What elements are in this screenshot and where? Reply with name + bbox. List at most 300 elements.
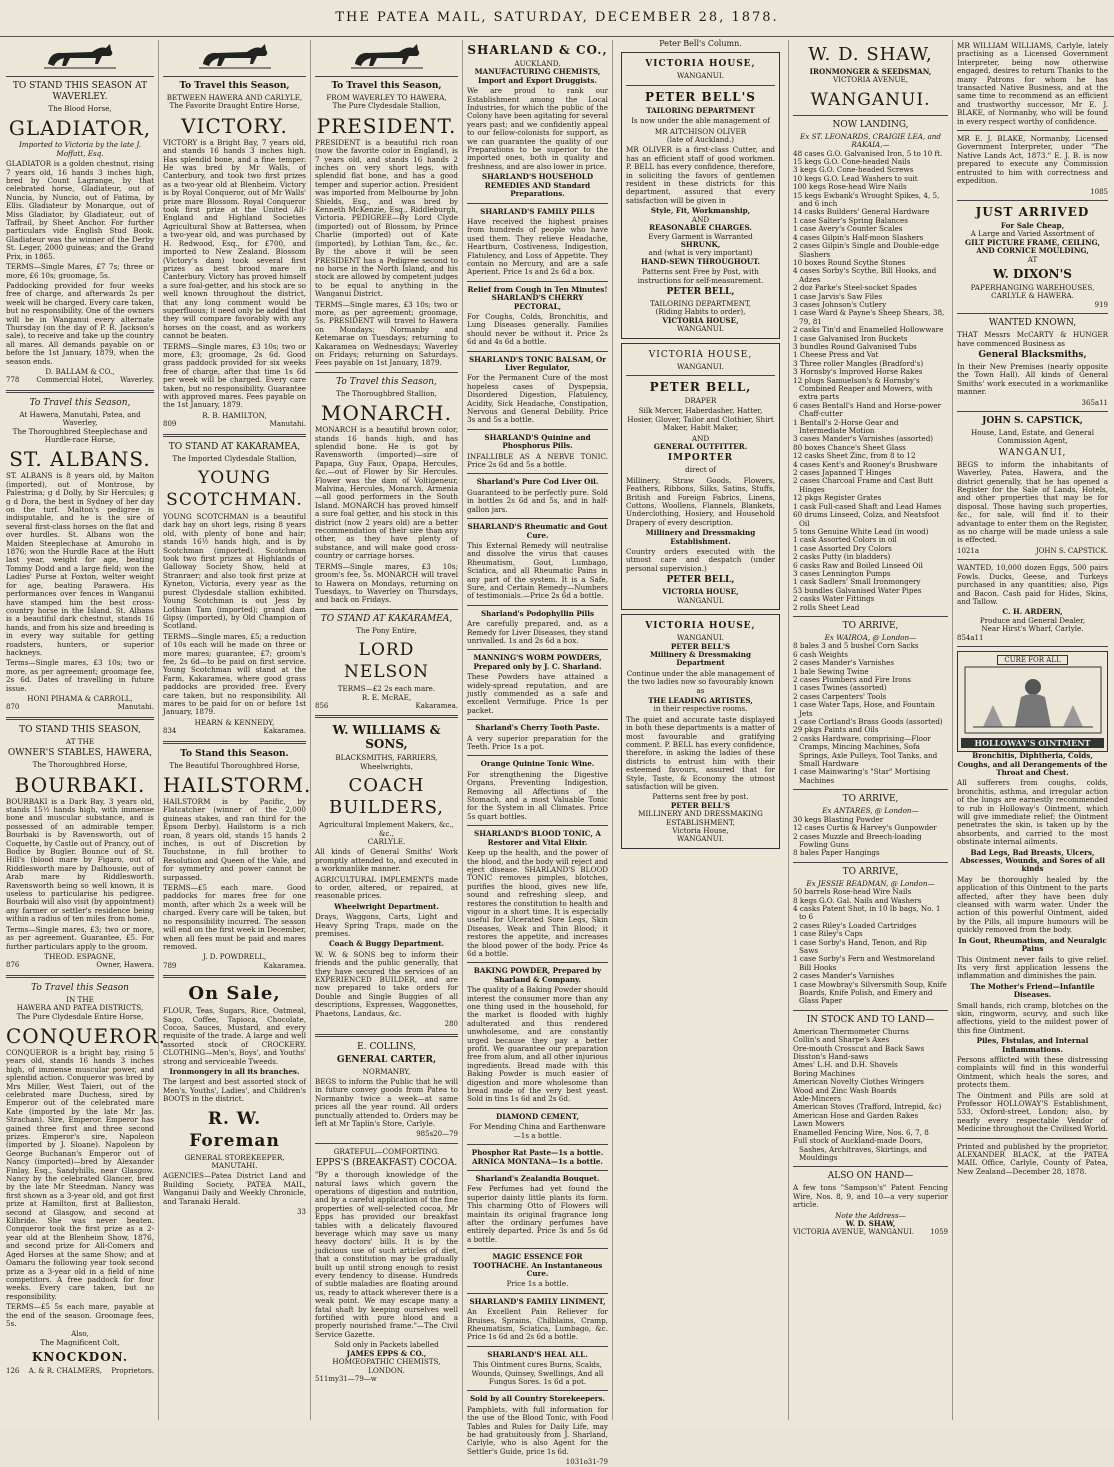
ad-place: Owner, Hawera.	[96, 961, 154, 970]
stock-item: 1 case Salter's Spring Balances	[793, 215, 908, 225]
ad-subheading: For Sale Cheap,	[1000, 220, 1065, 230]
product-description: Are carefully prepared, and, as a Remedy for Liver Diseases, they stand unrivalled. 1s and 2s 6d a box.	[467, 619, 608, 645]
column-6	[788, 40, 952, 1420]
ad-body: "By a thorough knowledge of the natural laws which govern the operations of digestion and nutrition, and by a careful application of the fine properties of well-selected cocoa, Mr Epps has provided our breakfast tables with a delicately flavoured beverage which may save us many heavy doctors' bills. It is by the judicious use of such articles of diet, that a constitution may be gradually built up until strong enough to resist every tendency to disease. Hundreds of subtle maladies are floating around us, ready to attack wherever there is a weak point. We may escape many a fatal shaft by keeping ourselves well fortified with pure blood and a properly nourished frame."—The Civil Service Gazette.	[315, 1170, 458, 1339]
ad-place: Proprietors.	[111, 1367, 154, 1376]
stock-item: 29 pkgs Paints and Oils	[793, 725, 879, 735]
ad-subheading: Produce and General Dealer,	[979, 615, 1086, 625]
ad-footer	[315, 1020, 458, 1028]
stock-item: 5 tons Genuine White Lead (in wood)	[793, 526, 929, 536]
ad-heading: To Travel this Season,	[29, 397, 131, 408]
ad-body: MONARCH is a beautiful brown color, stands 16 hands high, and has splendid bone. He is got by Ravensworth (imported)—sire of Papapa, Guy Faux, Opapa, Hercules, &c.—out of Flower by Sir Hercules. Flower was the dam of Voltigeneur, Malvina, Hercules, Monarch, Armenia—all good performers in the South Island. MONARCH has proved himself a sure foal getter, and his stock in this district (now 2 years old) are a better recommendation of their sire than any other, as they have plenty of substance, and will make good cross-country or carriage horses.	[315, 425, 458, 561]
ad-body: Small hands, rich cramp, blotches on the skin, ringworm, scurvy, and such like affections, yield to the mildest power of this fine Ointment.	[957, 1000, 1108, 1035]
section-heading: NOW LANDING,	[832, 119, 909, 130]
ad-footer	[163, 1208, 306, 1216]
ad-footer	[467, 1458, 608, 1466]
ad-place: WANGANUI,	[998, 447, 1067, 458]
ad-subheading: in their respective rooms.	[653, 704, 748, 714]
ad-number: 854a11	[957, 633, 984, 642]
ad-body: This Ointment never fails to give relief. Its very first application lessens the inflammation and diminishes the pain.	[957, 954, 1108, 981]
ad-signature: W. D. SHAW,	[845, 1218, 896, 1228]
ad-footer	[957, 634, 1108, 642]
ad-body: YOUNG SCOTCHMAN is a beautiful dark bay on short legs, rising 8 years old, with plenty of bone and hair; stands 16½ hands high, and is by Scotchman (imported). Scotchman took two first prizes at Highlands of Galloway Society Show, held at Stranraer; and also took first prize at Kyneton, Victoria, every year as the purest Clydesdale stallion exhibited. Young Scotchman is out Jess by Lothian Tam (imported); grand dam Gipsy (imported), by Old Champion of Scotland.	[163, 512, 306, 631]
ad-footer	[315, 702, 458, 710]
product-name: SHARLAND'S Quinine and Phosphorus Pills.	[484, 432, 591, 451]
ad-body: The largest and best assorted stock of Men's, Youths', Ladies', and Children's BOOTS in the district.	[163, 1077, 306, 1104]
product-name: SHARLAND'S FAMILY PILLS	[480, 206, 595, 216]
ship-name: Ex JESSIE READMAN, @ London—	[806, 878, 935, 888]
ad-signature: HEARN & KENNEDY,	[194, 717, 275, 727]
horse-illustration	[195, 42, 275, 72]
section-heading: IN STOCK AND TO LAND—	[806, 1014, 935, 1025]
ad-place: WANGANUI.	[677, 595, 724, 605]
ad-heading: TO STAND THIS SEASON,	[19, 724, 141, 735]
ad-subheading: HAND-SEWN THROUGHOUT.	[640, 256, 761, 266]
ad-subheading: DRAPER	[684, 395, 717, 405]
product-name: MANNING'S WORM POWDERS, Prepared only by J. C. Sharland.	[473, 653, 602, 671]
business-name: VICTORIA HOUSE,	[648, 349, 753, 360]
stock-item: 2 cases Plumbers and Fire Irons	[793, 675, 911, 684]
ad-heading: GRATEFUL—COMFORTING.	[333, 1146, 440, 1156]
ad-subheading: General Blacksmiths,	[978, 349, 1087, 360]
ad-place: WANGANUI.	[677, 361, 724, 371]
ad-body: MR OLIVER is a first-class Cutter, and has an efficient staff of good workmen. P. BELL has every confidence, therefore, in soliciting the favors of gentlemen resident in these districts for this department, assured that every satisfaction will be given in	[626, 145, 775, 205]
ad-body: W. W. & SONS beg to inform their friends and the public generally, that they have secured the services of an EXPERIENCED BUILDER, and are now prepared to take orders for Double and Single Buggies of all descriptions, Expresses, Waggonettes, Phaetons, Landaus, &c.	[315, 949, 458, 1018]
section-heading: ALSO ON HAND—	[827, 1171, 914, 1182]
ad-signature: J. D. POWDRELL,	[202, 952, 267, 962]
ad-title: JUST ARRIVED	[975, 204, 1090, 219]
ad-footer	[957, 188, 1108, 196]
ad-heading: To Travel this Season,	[336, 376, 437, 387]
product-description: For strengthening the Digestive Organs, Preventing Indigestion, Removing all Affections of the Stomach, and a most Valuable Tonic for the System in all Climates. Price 5s quart bottles.	[467, 769, 608, 821]
ad-signature: R. E. McRAE,	[361, 692, 412, 702]
stock-item: Collin's and Sharpe's Axes	[793, 1035, 890, 1045]
ad-terms: TERMS—Single mares, £3 10s; groom's fee, 5s. MONARCH will travel to Hawera on Mondays, returning on Tuesdays, to Waverley on Thursdays, and back on Fridays.	[315, 561, 458, 605]
stock-item: 2 cases Mander's Varnishes	[793, 658, 895, 668]
stock-item: Axle-Mincers	[793, 1094, 841, 1104]
stock-item: 1 case Cortland's Brass Goods (assorted)	[793, 717, 943, 727]
ad-body: VICTORY is a Bright Bay, 7 years old, and stands 16 hands 3 inches high. Has splendid bone, and a fine temper. He was bred by Mr Walls, of Canterbury, and took two first prizes as a two-year old at Blenheim. Victory is by Royal Conqueror, out of Mr Walls' prize mare Blossom. Royal Conqueror took first prize at the United All-England and Highland Societies Agricultural Show at Battersea, when a two-year old, and was purchased by H. Redwood, Esq., for £700, and imported to New Zealand. Blossom (Victory's dam) took several first prizes as best brood mare in Canterbury. Victory has proved himself a sure foal-getter, and his stock are so well known throughout the district, that any long comment would be superfluous; it need only be added that they will compare favorably with any horses on the coast, and as workers cannot be beaten.	[163, 137, 306, 341]
ad-subheading: The Pure Clydesdale Entire Horse,	[16, 1011, 144, 1021]
stock-item: 1 bale Sewing Twine	[793, 666, 869, 676]
ad-body: and (what is very important)	[648, 248, 753, 258]
ad-place: WANGANUI.	[677, 324, 724, 334]
ad-terms: TERMS—Single Mares, £7 7s; three or more, £6 10s; groomage, 5s.	[6, 262, 154, 280]
ad-subheading: The Thoroughbred Steeplechase and Hurdle-race Horse,	[12, 426, 148, 444]
ad-address: Commercial Hotel,	[36, 376, 104, 385]
stock-item: 1 case Mowbray's Silversmith Soup, Knife Boards, Knife Polish, and Emery and Glass Paper	[793, 979, 947, 1006]
ad-place: WANGANUI.	[677, 633, 724, 643]
ad-subheading: IN THE	[66, 994, 94, 1004]
ad-subheading: HAWERA AND PATEA DISTRICTS,	[16, 1003, 144, 1013]
ad-number: 1031o31-79	[565, 1458, 608, 1467]
ad-signature: R. B. HAMILTON,	[202, 410, 267, 420]
stock-item: 1 case Galvanised Iron Buckets	[793, 333, 908, 343]
product-name: BAKING POWDER, Prepared by Sharland & Company.	[473, 966, 602, 984]
stock-item: 1 case Ward & Payne's Sheep Shears, 38, 79, 81	[793, 308, 945, 326]
product-name: SHARLAND'S HEAL ALL.	[487, 1349, 588, 1359]
stock-item: 3 bundles Round Galvanised Tubs	[793, 341, 917, 351]
ad-subheading: Style, Fit, Workmanship,	[650, 206, 751, 216]
ad-subheading: The Magnificent Colt,	[40, 1337, 120, 1347]
ad-note: Note the Address—	[835, 1210, 906, 1220]
ship-name: Ex WAIROA, @ London—	[824, 632, 917, 642]
imprint: Printed and published by the proprietor, ALEXANDER BLACK, at the PATEA MAIL Office, Carlyle, County of Patea, New Zealand—December 28, 1878.	[957, 1141, 1108, 1176]
stock-item: Disston's Hand-saws	[793, 1052, 869, 1062]
ad-body: GLADIATOR is a golden chestnut, rising 7 years old, 16 hands 3 inches high, bred by Count Lagrange, by that celebrated horse, Gladiateur, out of Nuncia, by Nuncio, out of Fatima, by Ellis. Gladiateur by Monarque, out of Miss Gladiator, by Gladiateur, out of Taffrail, by Sheet Anchor. For further particulars vide English Stud Book. Gladiateur was the winner of the Derby St. Leger, 2000 guineas; and the Grand Prix, in 1865.	[6, 159, 154, 261]
ad-box	[621, 52, 780, 338]
product-name: Phosphor Rat Paste—1s a bottle. ARNICA MONTANA—1s a bottle.	[471, 1148, 604, 1166]
stock-item: 6 cases Bentall's Hand and Horse-power Chaff-cutter	[793, 400, 942, 419]
ad-terms: TERMS—Single mares, £3 10s; two or more, as per agreement; groomage, 5s. PRESIDENT will travel to Hawera on Mondays; Normanby and Ketemarae on Tuesdays; returning to Kakaramea on Wednesdays; Waverley on Fridays; returning on Saturdays. Fees payable on 1st January, 1879.	[315, 299, 458, 368]
horse-name: YOUNG SCOTCHMAN.	[166, 468, 303, 511]
section-heading: Bad Legs, Bad Breasts, Ulcers, Abscesses, Wounds, and Sores of all kinds	[960, 847, 1105, 874]
ad-title: On Sale,	[188, 983, 281, 1005]
ad-subheading: The Beautiful Thoroughbred Horse,	[169, 760, 300, 770]
product-name: SHARLAND'S TONIC BALSAM, Or Liver Regulator,	[468, 354, 607, 372]
product-name: Sold by all Country Storekeepers.	[469, 1394, 606, 1404]
stock-item: 2 cases Carpenters' Tools	[793, 691, 887, 701]
ad-place: Kakaramea.	[415, 701, 458, 710]
business-name: PETER BELL'S	[645, 89, 756, 104]
product-description: Keep up the health, and the power of the blood, and the body will reject and eject disease. SHARLAND'S BLOOD TONIC removes pimples, blotches, purifies the blood, gives new life, sound and refreshing sleep, and restores the constitution to health and vigour in a short time. It is especially useful for Ulcerated Sore Legs, Skin Diseases, Weak and Thin Blood; it restores the appetite, and increases the blood power of the body. Price 4s 6d a bottle.	[467, 848, 608, 958]
ad-body: All sufferers from coughs, colds, bronchitis, asthma, and irregular action of the lungs are earnestly recommended to rub in Holloway's Ointment, which will give immediate relief; the Ointment penetrates the skin, is taken up by the absorbents, and carried to the most obstinate internal ailments.	[957, 778, 1108, 847]
ad-subheading: The Blood Horse,	[48, 104, 112, 113]
ad-place: VICTORIA AVENUE,	[832, 75, 909, 85]
ad-place: CARLYLE.	[367, 836, 406, 846]
ad-place: Manutahi.	[117, 703, 154, 712]
stock-item: 3 Hornsby's Improved Horse Rakes	[793, 367, 923, 377]
stock-item: American Stoves (Trafford, Intrepid, &c)	[793, 1102, 942, 1112]
business-name: VICTORIA HOUSE,	[645, 59, 756, 70]
horse-name: ST. ALBANS.	[9, 447, 151, 472]
ad-place: Manutahi.	[269, 420, 306, 429]
ad-number: 511my31—79—w	[315, 1374, 377, 1383]
ad-number: 834	[163, 727, 177, 736]
business-name: W. WILLIAMS & SONS,	[332, 723, 441, 752]
stock-list	[793, 150, 948, 612]
stock-item: 1 cask Sadlers' Small Ironmongery	[793, 577, 921, 587]
stock-item: 2 rolls Sheet Lead	[793, 602, 860, 612]
stock-item: American Hose and Garden Rakes	[793, 1110, 919, 1120]
ad-body: A Large and Varied Assortment of	[970, 229, 1095, 239]
product-description: This Ointment cures Burns, Scalds, Wounds, Quinsey, Swellings, And all Fungus Sores. 1s 6d a pot.	[471, 1360, 604, 1387]
horse-name: HAILSTORM.	[163, 773, 312, 797]
business-name: PETER BELL'S	[670, 641, 731, 651]
horse-name: LORD NELSON	[343, 640, 430, 683]
stock-list	[793, 888, 948, 1006]
ad-subheading: REASONABLE CHARGES.	[649, 223, 752, 233]
ad-subheading: The Pure Clydesdale Stallion,	[332, 101, 441, 111]
ad-subheading: The Pony Entire,	[356, 625, 417, 635]
ad-body: In their New Premises (nearly opposite the Town Hall). All kinds of General Smiths' work executed in a workmanlike manner.	[957, 361, 1108, 397]
stock-list	[793, 642, 948, 785]
ad-body: Silk Mercer, Haberdasher, Hatter, Hosier, Glover, Tailor and Clothier, Shirt Maker, Habit Maker,	[627, 406, 774, 433]
ad-place: WANGANUI.	[810, 89, 931, 110]
stock-item: 8 kegs G.O. Gal. Nails and Washers	[793, 895, 922, 905]
ad-terms: Terms—Single mares, £3; two or more, as per agreement. Guarantee, £5. For further particulars apply to the groom.	[6, 924, 154, 951]
ad-body: ST. ALBANS is 8 years old, by Malton (imported), out of Montrose, by Palestrina; g d Dolly, by Sir Hercules; g g d Dora, the best in Sydney of her day on the turf. Malton's pedigree is indisputable, and he is the sire of several first-class horses on the flat and over hurdles. St. Albans won the Maiden Steeplechase at Amuroho in 1876; won the Hurdle Race at the Hutt last year, weight for age, beating Tommy Dodd and a large field; won the Ladies' Purse at Foxton, welter weight for age, beating Parawera. His performances over fences in Wanganui have stamped him the best cross-country horse in the Island. St. Albans is a beautiful dark chestnut, stands 16 hands, and from his size and breeding is in every way suitable for getting roadsters, hunters, or superior hackneys.	[6, 471, 154, 657]
ad-signature: PETER BELL'S	[670, 800, 731, 810]
ad-subheading: GENERAL OUTFITTER.	[653, 442, 748, 451]
section-heading: The Mother's Friend—Infantile Diseases.	[970, 981, 1095, 1000]
ad-heading: TO STAND AT KAKARAMEA,	[168, 441, 301, 452]
ad-signature: PETER BELL,	[666, 286, 735, 297]
ad-terms: Terms—Single mares, £3 10s; two or more, as per agreement; groomage fee, 2s 6d. Dates of travelling in future issue.	[6, 658, 154, 693]
business-name: W. DIXON'S	[993, 266, 1072, 281]
stock-item: 10 boxes Round Scythe Stones	[793, 257, 906, 267]
product-description: An Excellent Pain Reliever for Bruises, Sprains, Chilblains, Cramp, Rheumatism, Sciatica, Lumbago, &c. Price 1s 6d and 2s 6d a bottle.	[467, 1307, 608, 1342]
horse-name: GLADIATOR,	[8, 116, 152, 141]
product-description: Few Perfumes had yet found the superior dainty little plants its form. This charming Otto of Flowers will maintain its original fragrance long after the ordinary perfumes have entirely departed. Price 3s and 5s 6d a bottle.	[467, 1184, 608, 1244]
business-name: E. COLLINS,	[357, 1041, 416, 1052]
ad-subheading: Also,	[71, 1329, 89, 1339]
ad-subheading: MILLINERY AND DRESSMAKING ESTABLISHMENT,	[638, 809, 763, 827]
ad-subheading: GENERAL CARTER,	[336, 1054, 437, 1065]
department-heading: Wheelwright Department.	[334, 901, 439, 911]
horse-name: PRESIDENT.	[316, 113, 457, 138]
ad-body: All kinds of General Smiths' Work promptly attended to, and executed in a workmanlike manner.	[315, 847, 458, 874]
ad-number: 126	[6, 1367, 20, 1376]
stock-item: 2 casks Putty (in bladders)	[793, 552, 891, 562]
stock-item: 100 kegs Rose-head Wire Nails	[793, 182, 907, 192]
stock-item: Ore-mouth Crosscut and Back Saws	[793, 1043, 925, 1053]
stock-item: 80 boxes Chance's Sheet Glass	[793, 442, 906, 452]
ad-title: WANTED KNOWN,	[988, 318, 1077, 329]
ad-subheading: IRONMONGER & SEEDSMAN,	[809, 67, 932, 76]
ad-subheading: AT THE	[65, 736, 95, 746]
ad-body: FLOUR, Teas, Sugars, Rice, Oatmeal, Sago, Coffee, Tapioca, Chocolate, Cocoa, Sauces, Mustard, and every requisite of the trade. A large and well assorted stock of CROCKERY. CLOTHING—Men's, Boys', and Youths' strong and serviceable Tweeds.	[163, 1006, 306, 1066]
ad-body: May be thoroughly healed by the application of this Ointment to the parts affected, after they have been duly cleansed with warm water. Under the action of this powerful Ointment, aided by the Pills, all impure humours will be quickly removed from the body.	[957, 874, 1108, 935]
product-name: Orange Quinine Tonic Wine.	[480, 759, 595, 769]
horse-illustration	[347, 42, 427, 72]
ad-footer	[793, 1228, 948, 1236]
ad-subheading: Sold only in Packets labelled	[334, 1340, 439, 1350]
ad-heading: To Stand this Season.	[180, 748, 289, 759]
ad-signature: C. H. ARDERN,	[1002, 607, 1063, 617]
ad-body: We are proud to rank our Establishment among the Local Industries, for which the public of the Colony have been agitating for several years past; and we confidently appeal to our fellow-colonists for support, as we can guarantee the quality of our Preparations to be superior to the imported ones, both in quality and freshness, and are also lower in price.	[467, 86, 609, 171]
stock-item: 3 cases Johnson's Cutlery	[793, 299, 887, 309]
ad-number: 365a11	[1081, 398, 1108, 407]
allegorical-figure-icon	[963, 665, 1103, 735]
stock-item: 12 plugs Samuelson's & Hornsby's Combined Reaper and Mowers, with extra parts	[793, 375, 933, 402]
ad-subheading: THE LEADING ARTISTES,	[648, 695, 753, 705]
stock-item: 12 casks Sheet Zinc, from 8 to 12	[793, 451, 916, 461]
stock-item: Boring Machines	[793, 1068, 856, 1078]
product-description: This External Remedy will neutralise and dissolve the virus that causes Rheumatism, Gout, Lumbago, Sciatica, and all Rheumatic Pains in any part of the system. It is a Safe, Sure, and Certain Remedy—Numbers of testimonials.—Price 2s 6d a bottle.	[467, 540, 608, 601]
ad-subheading: The Thoroughbred Stallion,	[336, 388, 437, 398]
masthead: THE PATEA MAIL, SATURDAY, DECEMBER 28, 1878.	[0, 0, 1114, 37]
product-name: Sharland's Cherry Tooth Paste.	[475, 723, 600, 733]
ad-subheading: direct of	[685, 465, 716, 475]
ad-body: BEGS to inform the inhabitants of Waverley, Patea, Hawera, and the district generally, that he has opened a Register for the Sale of Lands, Hotels, and other properties that may be for disposal. Those having such properties, &c., for sale, will find it to their advantage to enter them on the Register, as no charge will be made unless a sale is effected.	[957, 459, 1108, 545]
horse-name: KNOCKDON.	[31, 1350, 129, 1365]
store-name: R. W. Foreman	[189, 1108, 280, 1151]
product-name: Sharland's Pure Cod Liver Oil.	[476, 477, 599, 487]
ad-place: MANUTAHI.	[211, 1161, 258, 1170]
ad-signature: JAMES EPPS & CO.,	[346, 1348, 427, 1358]
ad-body: BOURBAKI is a Dark Bay, 3 years old, stands 15½ hands high, with immense bone and muscular substance, and is possessed of an admirable temper. Bourbaki is by Ravensworth, out of Coquette, by Castle out of Prancy, out of Bodice by Bugler. Bounce out of St. Hill's (blood mare by Figaro, out of Riddlesworth mare by Dalhousie, out of Arab mare by Riddlesworth. Ravensworth being so well known, it is useless to particularise his pedigree. Bourbaki will also visit (by appointment) any farmer or settler's residence being within a radius of ten miles from home.	[6, 796, 155, 924]
ad-number: 809	[163, 420, 177, 429]
column-1	[2, 40, 166, 1420]
business-name: PETER BELL,	[649, 379, 752, 394]
notice-body: MR E. J. BLAKE, Normanby, Licensed Government Interpreter, under "The Native Lands Act, 1873." E. J. B. is now prepared to execute any Commission entrusted to him with correctness and expedition.	[957, 134, 1108, 186]
stock-item: 48 cases G.O. Galvanised Iron, 5 to 10 ft.	[793, 148, 943, 158]
stock-item: 8 bales 3 and 5 bushel Corn Sacks	[793, 641, 919, 651]
ad-body: AT	[1027, 254, 1038, 264]
ad-number: 33	[297, 1208, 306, 1217]
product-description: The quality of a Baking Powder should interest the consumer more than any one thing used in the household, for the market is flooded with highly adulterated and thus rendered unwholesome, and are constantly urged because they pay a better profit. We guarantee our preparation free from alum, and all other injurious ingredients. Bread made with this Baking Powder is much easier of digestion and more wholesome than bread made of the very best yeast. Sold in tins 1s 6d and 2s 6d.	[467, 985, 608, 1104]
ad-address: VICTORIA AVENUE, WANGANUI.	[793, 1228, 915, 1237]
stock-item: 15 kegs Ewbank's Wrought Spikes, 4, 5, and 6 inch	[793, 190, 940, 209]
ad-subheading: The Favorite Draught Entire Horse,	[169, 101, 300, 111]
ad-subheading: BETWEEN HAWERA AND CARLYLE,	[166, 93, 303, 102]
product-name: SHARLAND'S Rheumatic and Gout Cure.	[467, 522, 608, 540]
notice-body: MR WILLIAM WILLIAMS, Carlyle, lately practising as a Licensed Government Interpreter, being now otherwise engaged, desires to return Thanks to the many Patrons for whom he has transacted Native Business, and at the same time to recommend as an efficient and trustworthy successor, Mr E. J. BLAKE, of Normanby, who will be found in every respect worthy of confidence.	[957, 41, 1108, 126]
ad-body: Millinery, Straw Goods, Flowers, Feathers, Ribbons, Silks, Satins, Stuffs, British and Foreign Fabrics, Linens, Cottons, Woollens, Flannels, Blankets, Underclothing, Hosiery, and Household Drapery of every description.	[626, 475, 775, 527]
ad-subheading: GILT PICTURE FRAME, CEILING, AND CORNICE MOULDING,	[965, 237, 1100, 256]
stock-item: 1 case Assorted Dry Colors	[793, 543, 892, 553]
ad-body: Patterns sent free by post.	[652, 792, 749, 802]
ad-subheading: The Imported Clydesdale Stallion,	[172, 453, 297, 463]
ad-heading: To Travel this Season,	[331, 81, 442, 91]
stock-item: American Novelty Clothes Wringers	[793, 1077, 924, 1087]
ad-number: 280	[444, 1020, 458, 1029]
ad-subheading: AND	[691, 433, 710, 443]
stock-item: 8 bales Paper Hangings	[793, 848, 880, 858]
ad-footer	[957, 399, 1108, 407]
section-heading: TO ARRIVE,	[842, 620, 899, 631]
stock-item: 53 bundles Galvanised Water Pipes	[793, 585, 922, 595]
ad-subheading: Millinery & Dressmaking Department	[649, 649, 752, 668]
ad-footer	[315, 1375, 458, 1383]
ad-body: Country orders executed with the utmost care and despatch (under personal supervision.)	[626, 547, 775, 573]
ad-body: AGENCIES—Patea District Land and Building Society, PATEA MAIL, Wanganui Daily and Weekly Chronicle, and Taranaki Herald.	[163, 1171, 306, 1206]
ad-body: Paddocking provided for four weeks free of charge, and afterwards 2s per week will be charged. Every care taken, but no responsibility. One of the owners will be in Wanganui every alternate Thursday (on the day of P. R. Jackson's sale), to receive and take up the country all mares. All demands payable on or before the 1st January, 1879, when the season ends.	[6, 280, 154, 366]
ad-subheading: VICTORIA HOUSE,	[662, 587, 739, 597]
ad-body: The quiet and accurate taste displayed in both these departments is a matter of most favourable and gratifying comment. P. BELL has every confidence, therefore, in asking the ladies of these districts to entrust him with their esteemed favours, assured that for Style, Taste, & Economy the utmost satisfaction will be given.	[626, 714, 775, 791]
stock-item: 1 case Sorby's Hand, Tenon, and Rip Saws	[793, 937, 927, 955]
stock-list	[793, 1028, 948, 1163]
ad-footer	[163, 727, 306, 735]
stock-item: 14 casks Builders' General Hardware	[793, 207, 930, 217]
ad-subheading: BLACKSMITHS, FARRIERS, Wheelwrights,	[335, 753, 438, 771]
ad-body: Persons afflicted with these distressing complaints will find in this wonderful Ointment, which heals the sores, and protects them.	[957, 1054, 1108, 1090]
ad-signature: PETER BELL,	[666, 575, 735, 586]
stock-item: 2 cases Muzzle and Breech-loading Fowling Guns	[793, 831, 922, 849]
ad-number: 1085	[1090, 187, 1108, 196]
product-description: Price 1s a bottle.	[506, 1279, 569, 1289]
staff-note: (late of Auckland.)	[666, 135, 735, 145]
ad-number: 1021a	[957, 546, 979, 555]
ad-body: Patterns sent Free by Post, with instructions for self-measurement.	[637, 267, 764, 285]
ad-subheading: At Hawera, Manutahi, Patea, and Waverley,	[19, 409, 141, 428]
section-heading: In Gout, Rheumatism, and Neuralgic Pains	[958, 935, 1107, 954]
ad-terms: TERMS—£5 5s each mare, payable at the end of the season. Groomage fees, 5s.	[6, 1302, 154, 1328]
ad-body: BEGS to inform the Public that he will in future convey goods from Patea to Normanby twice a week—at same prices all the year round. All orders punctually attended to. Orders may be left at Mr Taplin's Store, Carlyle.	[315, 1076, 458, 1128]
product-name: Sharland's Podophyllin Pills	[480, 608, 595, 618]
ad-box	[621, 343, 780, 611]
stock-item: 12 cases Curtis & Harvey's Gunpowder	[793, 823, 937, 833]
ad-place: CARLYLE & HAWERA.	[991, 291, 1074, 301]
stock-item: 2 casks Tin'd and Enamelled Hollowware	[793, 325, 944, 335]
ad-subheading: Agricultural Implement Makers, &c., &c.,	[319, 820, 454, 838]
holloway-engraving	[957, 651, 1108, 752]
ad-body: Drays, Waggons, Carts, Light and Heavy Spring Traps, made on the premises.	[315, 912, 458, 939]
stock-item: 2 cases Riley's Loaded Cartridges	[793, 920, 917, 930]
stock-item: 3 cases Lennington Pumps	[793, 568, 891, 578]
ad-subheading: Victoria House,	[672, 826, 729, 836]
ad-body: A few tons "Sampson's" Patent Fencing Wire, Nos. 8, 9, and 10—a very superior article.	[793, 1183, 948, 1210]
stock-item: 4 cases Sorby's Scythe, Bill Hooks, and Adzes	[793, 266, 937, 284]
stock-item: 2 cases Mander's Varnishes	[793, 971, 895, 981]
product-name: EPPS'S (BREAKFAST) COCOA.	[315, 1158, 458, 1169]
ad-subheading: FROM WAVERLEY TO HAWERA,	[326, 93, 447, 102]
ad-subheading: Imported to Victoria by the late J. Moffatt, Esq.	[18, 140, 142, 158]
stock-item: 1 cases Twines (assorted)	[793, 683, 887, 693]
stock-item: 2 cases Charcoal Frame and Cast Butt Hinges	[793, 476, 934, 494]
ad-subheading: VICTORIA HOUSE,	[662, 315, 739, 325]
stock-item: 1 cask Full-cased Shaft and Lead Hames	[793, 501, 942, 511]
stock-item: American Thermometer Churns	[793, 1026, 909, 1036]
ad-box	[621, 614, 780, 849]
product-description: A very superior preparation for the Teeth. Price 1s a pot.	[467, 733, 608, 752]
ad-number: 778	[6, 376, 20, 385]
stock-item: 2 casks Hardware, comprising—Floor Cramps, Mincing Machines, Sofa Springs, Axle Pulleys, Tool Tanks, and Small Hardware	[793, 733, 938, 769]
ad-number: 870	[6, 703, 20, 712]
ad-body: HAILSTORM is by Pacific, by Flatcatcher (winner of the 2,000 guineas stakes, and ran third for the Epsom Derby). Hailstorm is a rich roan, 8 years old, stands 15 hands 2 inches, is out of Discretion by Touchstone, in full brother to Resolution and Queen of the Vale, and for symmetry and power cannot be surpassed.	[163, 797, 306, 882]
ad-place: AUCKLAND,	[514, 59, 561, 68]
column-5	[612, 40, 788, 1420]
column-4	[462, 40, 612, 1467]
product-name: Relief from Cough in Ten Minutes! SHARLAND'S CHERRY PECTORAL,	[467, 284, 608, 311]
stock-item: 4 casks Patent Shot, in 10 lb bags, No. 1 to 6	[793, 903, 941, 922]
ad-signature: A. & R. CHALMERS,	[28, 1367, 102, 1376]
stock-item: 2 cases Gilpin's Single and Double-edge Slashers	[793, 241, 939, 259]
stock-item: 2 doz Parke's Steel-socket Spades	[793, 283, 917, 293]
ad-footer	[163, 420, 306, 428]
ad-terms: TERMS—£5 each mare. Good paddocks for mares free for one month, after which 2s a week will be charged. Every care will be taken, but no responsibility incurred. The season will end on the first week in December, when all fees must be paid and mares removed.	[163, 883, 306, 951]
section-heading: TO ARRIVE,	[842, 866, 899, 877]
ad-body: Continue under the able management of the two ladies now so favourably known as	[626, 668, 775, 695]
section-heading: SHARLAND'S HOUSEHOLD REMEDIES AND Standard Preparations.	[481, 172, 594, 199]
ad-body: PRESIDENT is a beautiful rich roan (now the favorite color in England), is 7 years old, and stands 16 hands 2 inches on very short legs, with splendid flat bone, and has a good temper and superior action. President was imported from Melbourne by John Shields, Esq., and was bred by Kenneth McKenzie, Esq., Riddleburgh, Victoria. PEDIGREE—By Lord Clyde (imported) out of Blossom, by Prince Charlie (imported) out of Kate (imported), by Lothian Tam, &c., &c. By the above it will be seen PRESIDENT has a Pedigree second to no horse in the North Island, and his stock are allowed by competent judges to be equal to anything in the Wanganui District.	[315, 137, 458, 299]
stock-item: 60 drums Linseed, Colza, and Neatsfoot Oil	[793, 510, 940, 528]
ad-body: The Ointment and Pills are sold at Professor HOLLOWAY'S Establishment, 533, Oxford-street, London; also, by nearly every respectable Vendor of Medicine throughout the Civilised World.	[957, 1090, 1108, 1134]
product-description: These Powders have attained a widely-spread reputation, and are justly commended as a safe and excellent Vermifuge. Price 1s per packet.	[467, 672, 608, 715]
stock-item: 12 pkgs Register Grates	[793, 493, 882, 503]
ad-signature: HONI PIHAMA & CARROLL,	[27, 693, 133, 703]
stock-item: 1 case Mainwaring's "Star" Mortising Machines	[793, 767, 931, 785]
product-description: For Mending China and Earthenware—1s a bottle.	[469, 1122, 606, 1140]
business-name: W. D. SHAW,	[808, 44, 933, 65]
horse-name: CONQUEROR.	[6, 1023, 166, 1048]
product-name: HOLLOWAY'S OINTMENT	[961, 738, 1104, 748]
ad-footer	[6, 961, 154, 969]
ad-subheading: PAPERHANGING WAREHOUSES,	[970, 282, 1095, 292]
ad-heading: To Travel this Season,	[179, 81, 290, 91]
column-2	[158, 40, 310, 1420]
product-name: Sharland's Zealandia Bouquet.	[475, 1173, 600, 1183]
ad-terms: TERMS—Single mares, £3 10s; two or more, £3; groomage, 2s 6d. Good grass paddock provided for six weeks free of charge, after that time 1s 6d per week will be charged. Every care taken, but no responsibility. Guarantee with approved mares. Fees payable on the 1st January, 1879.	[163, 341, 306, 410]
stock-item: 15 kegs G.O. Cone-headed Nails	[793, 157, 911, 167]
stock-item: 3 kegs G.O. Cone-headed Screws	[793, 165, 914, 175]
ad-footer	[957, 547, 1108, 555]
stock-item: Wood and Zinc Wash Boards	[793, 1085, 897, 1095]
horse-name: MONARCH.	[321, 401, 452, 426]
stock-item: Enamelled Fencing Wire, Nos. 6, 7, 8	[793, 1127, 929, 1137]
ad-place: Near Hirst's Wharf, Carlyle.	[981, 624, 1084, 634]
